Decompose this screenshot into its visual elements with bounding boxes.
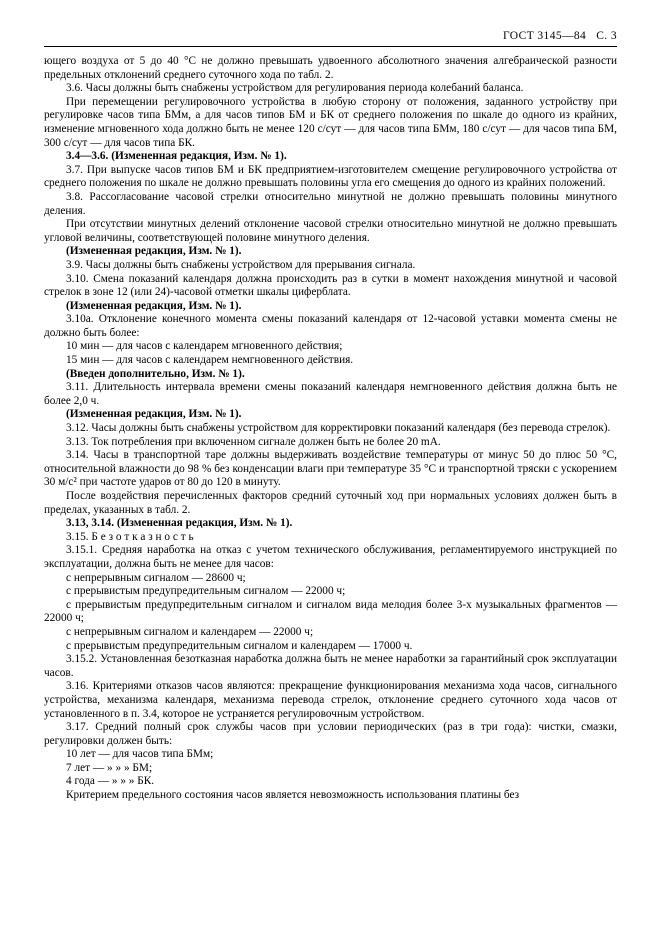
paragraph-3-15-2: 3.15.2. Установленная безотказная наработка должна быть не менее наработки за гарантийный срок эксплуатации часов.	[44, 653, 617, 679]
paragraph-3-15-1-item-4: с непрерывным сигналом и календарем — 22000 ч;	[66, 625, 314, 638]
addition-note-1: (Введен дополнительно, Изм. № 1).	[66, 367, 245, 380]
paragraph-3-9: 3.9. Часы должны быть снабжены устройством для прерывания сигнала.	[66, 258, 416, 271]
paragraph-3-10a-item-1: 10 мин — для часов с календарем мгновенного действия;	[66, 340, 343, 353]
paragraph-intro: ющего воздуха от 5 до 40 °C не должно превышать удвоенного абсолютного значения алгебраической разности предельных отклонений среднего суточного хода по табл. 2.	[44, 55, 617, 81]
page-header	[44, 30, 617, 42]
paragraph-3-8: 3.8. Рассогласование часовой стрелки относительно минутной не должно превышать половины минутного деления.	[44, 190, 617, 217]
paragraph-3-15-1: 3.15.1. Средняя наработка на отказ с учетом технического обслуживания, регламентируемого инструкцией по эксплуатации, должна быть не менее для часов:	[44, 544, 617, 570]
page-number: С. 3	[596, 30, 617, 42]
paragraph-3-8-body: При отсутствии минутных делений отклонение часовой стрелки относительно минутной не должно превышать угловой величины, соответствующей половине минутного деления.	[44, 218, 617, 244]
paragraph-3-10: 3.10. Смена показаний календаря должна происходить раз в сутки в момент нахождения минутной и часовой стрелок в зоне 12 (или 24)-часовой отметки шкалы циферблата.	[44, 272, 617, 299]
paragraph-3-15-1-item-3: с прерывистым предупредительным сигналом и сигналом вида мелодия более 3-х музыкальных фрагментов — 22000 ч;	[44, 598, 617, 625]
paragraph-3-17-item-1: 10 лет — для часов типа БМм;	[66, 748, 214, 761]
paragraph-3-12: 3.12. Часы должны быть снабжены устройством для корректировки показаний календаря (без перевода стрелок).	[66, 422, 611, 435]
paragraph-3-10a: 3.10а. Отклонение конечного момента смены показаний календаря от 12-часовой уставки момента смены не должно быть более:	[44, 313, 617, 339]
section-heading-3-15: 3.15. Б е з о т к а з н о с т ь	[66, 530, 194, 543]
paragraph-3-13: 3.13. Ток потребления при включенном сигнале должен быть не более 20 mA.	[66, 435, 441, 448]
revision-note-2: (Измененная редакция, Изм. № 1).	[66, 299, 242, 312]
paragraph-3-10a-item-2: 15 мин — для часов с календарем немгновенного действия.	[66, 354, 354, 367]
revision-note-1: (Измененная редакция, Изм. № 1).	[66, 245, 242, 258]
paragraph-3-15-1-item-1: с непрерывным сигналом — 28600 ч;	[66, 571, 246, 584]
standard-designation: ГОСТ 3145—84	[503, 30, 587, 42]
paragraph-3-14: 3.14. Часы в транспортной таре должны выдерживать воздействие температуры от минус 50 до плюс 50 °C, относительной влажности до 98 % без конденсации влаги при температуре 35 °C и транспортной тряски с ускорением 30 м/с² при частоте ударов от 80 до 120 в минуту.	[44, 449, 617, 489]
paragraph-3-7: 3.7. При выпуске часов типов БМ и БК предприятием-изготовителем смещение регулировочного устройства от среднего положения по шкале не должно превышать половины угла его смещения до одного из крайних положений.	[44, 163, 617, 190]
paragraph-3-17-item-2: 7 лет — » » » БМ;	[66, 761, 153, 774]
paragraph-3-17: 3.17. Средний полный срок службы часов при условии периодических (раз в три года): чистки, смазки, регулировки должен быть:	[44, 721, 617, 747]
paragraph-3-15-1-item-5: с прерывистым предупредительным сигналом и календарем — 17000 ч.	[66, 639, 413, 652]
paragraph-3-6: 3.6. Часы должны быть снабжены устройством для регулирования периода колебаний баланса.	[66, 82, 524, 95]
document-body	[44, 55, 617, 803]
paragraph-3-16: 3.16. Критериями отказов часов являются: прекращение функционирования механизма хода часов, сигнального устройства, механизма календаря, механизма перевода стрелок, отклонение среднего суточного хода часов от установленного в п. 3.4, которое не устраняется регулировочным устройством.	[44, 680, 617, 720]
paragraph-3-15-1-item-2: с прерывистым предупредительным сигналом — 22000 ч;	[66, 585, 346, 598]
paragraph-final: Критерием предельного состояния часов является невозможность использования платины без	[66, 789, 520, 802]
paragraph-3-17-item-3: 4 года — » » » БК.	[66, 775, 155, 788]
header-divider	[44, 46, 617, 47]
paragraph-3-13-3-14-revision: 3.13, 3.14. (Измененная редакция, Изм. № 1).	[66, 517, 293, 530]
revision-note-3: (Измененная редакция, Изм. № 1).	[66, 408, 242, 421]
paragraph-3-14-body: После воздействия перечисленных факторов средний суточный ход при нормальных условиях должен быть в пределах, указанных в табл. 2.	[44, 490, 617, 516]
paragraph-3-4-3-6-revision: 3.4—3.6. (Измененная редакция, Изм. № 1).	[66, 150, 287, 163]
paragraph-3-11: 3.11. Длительность интервала времени смены показаний календаря немгновенного действия должна быть не более 2,0 ч.	[44, 381, 617, 407]
paragraph-3-6-body: При перемещении регулировочного устройства в любую сторону от положения, заданного устройству при регулировке часов типа БМм, а для часов типов БМ и БК от среднего положения по шкале до одного из крайних, изменение мгновенного хода должно быть не менее 120 с/сут — для часов типа БМм, 180 с/сут — для часов типа БМ, 300 с/сут — для часов типа БК.	[44, 95, 617, 149]
